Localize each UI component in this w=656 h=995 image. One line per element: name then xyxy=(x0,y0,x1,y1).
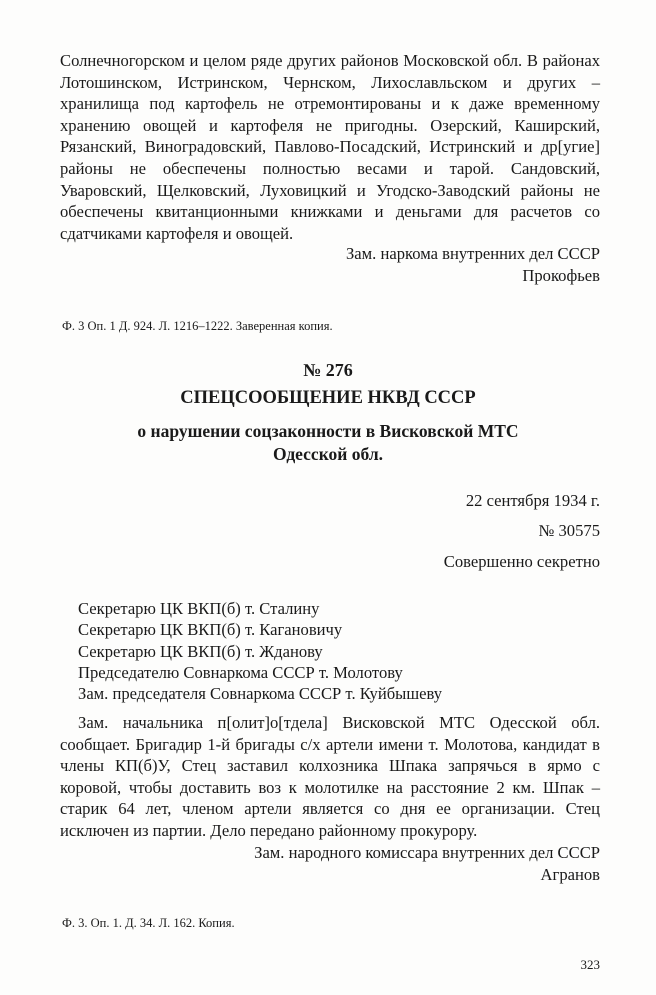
recipient: Секретарю ЦК ВКП(б) т. Жданову xyxy=(78,641,323,661)
registration-number: № 30575 xyxy=(538,521,600,540)
body-paragraph: Зам. начальника п[олит]о[тдела] Висковской МТС Одесской обл. сообщает. Бригадир 1-й бригады с/х артели имени т. Молотова, кандидат в члены КП(б)У, Стец заставил колхозника Шпака запрячься в ярмо с коровой, чтобы доставить воз к молотилке на расстояние 2 км. Шпак – старик 64 лет, членом артели является со дня ее организации. Стец исключен из партии. Дело передано районному прокурору. xyxy=(60,713,600,840)
recipient: Секретарю ЦК ВКП(б) т. Кагановичу xyxy=(78,620,343,640)
signature-2-title: Зам. народного комиссара внутренних дел СССР xyxy=(254,843,600,862)
document-subtitle-line-2: Одесской обл. xyxy=(272,444,384,464)
signature-block-2 xyxy=(254,842,600,885)
document-subtitle-line-1: о нарушении соцзаконности в Висковской МТС xyxy=(137,421,519,441)
document-subtitle xyxy=(0,420,656,466)
document-title: СПЕЦСООБЩЕНИЕ НКВД СССР xyxy=(180,388,476,408)
recipient: Зам. председателя Совнаркома СССР т. Куйбышеву xyxy=(78,684,443,704)
document-date: 22 сентября 1934 г. xyxy=(465,491,600,510)
signature-2-name: Агранов xyxy=(540,864,600,884)
recipient: Секретарю ЦК ВКП(б) т. Сталину xyxy=(78,599,320,618)
page-number: 323 xyxy=(580,957,600,972)
signature-1-name: Прокофьев xyxy=(522,265,600,285)
recipients-list xyxy=(78,598,442,704)
classification-stamp: Совершенно секретно xyxy=(443,552,600,571)
document-number: № 276 xyxy=(303,360,353,380)
archive-source-2: Ф. 3. Оп. 1. Д. 34. Л. 162. Копия. xyxy=(62,916,235,930)
signature-1-title: Зам. наркома внутренних дел СССР xyxy=(345,244,600,263)
top-paragraph: Солнечногорском и целом ряде других районов Московской обл. В районах Лотошинском, Истринском, Чернском, Лихославльском и других – хранилища под картофель не отремонтированы и к даже временному хранению овощей и картофеля не пригодны. Озерский, Каширский, Рязанский, Виноградовский, Павлово-Посадский, Истринский и др[угие] районы не обеспечены полностью весами и тарой. Сандовский, Уваровский, Щелковский, Луховицкий и Угодско-Заводский районы не обеспечены квитанционными книжками и деньгами для расчетов со сдатчиками картофеля и овощей. xyxy=(60,51,600,243)
signature-block-1 xyxy=(346,243,600,286)
recipient: Председателю Совнаркома СССР т. Молотову xyxy=(78,662,403,682)
archive-source-1: Ф. 3 Оп. 1 Д. 924. Л. 1216–1222. Заверенная копия. xyxy=(62,319,333,333)
